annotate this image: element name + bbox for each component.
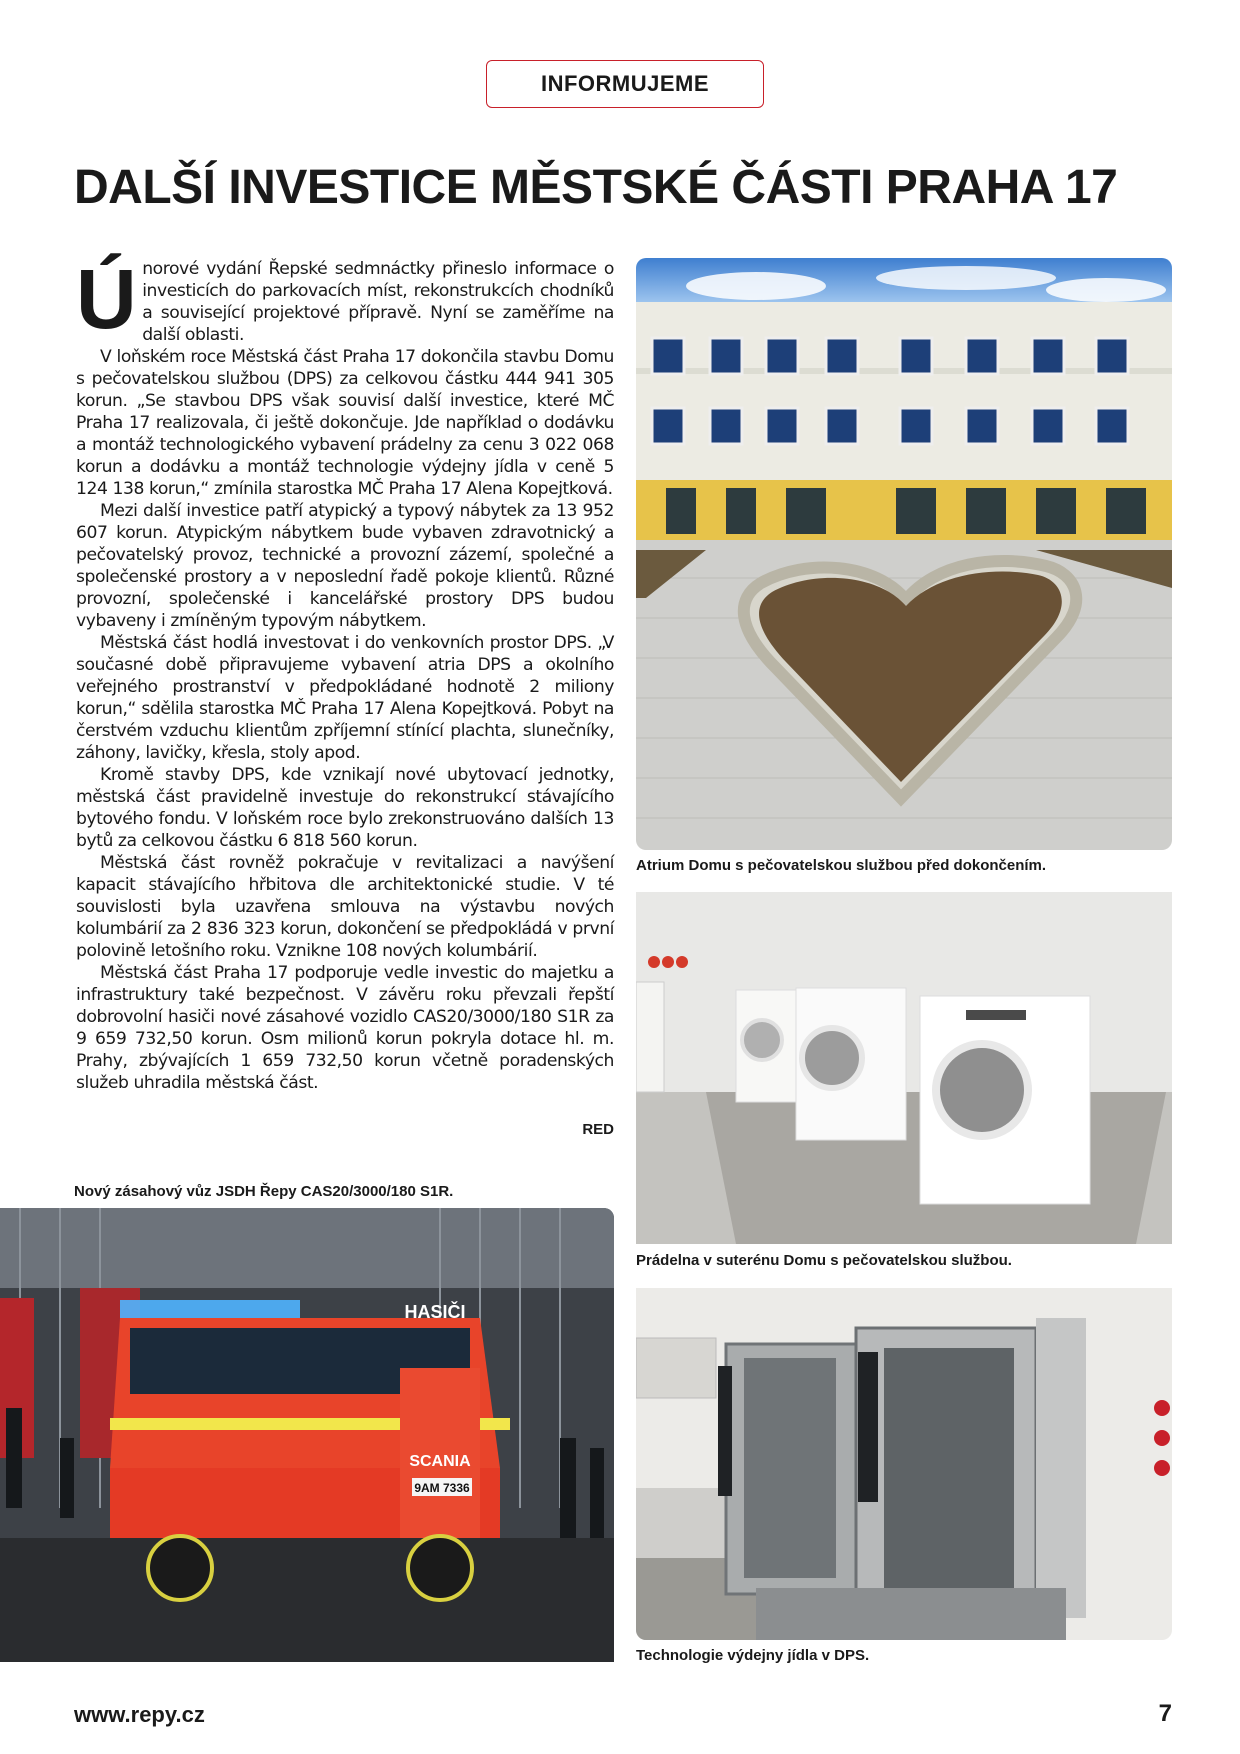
firetruck-photo-caption: Nový zásahový vůz JSDH Řepy CAS20/3000/180 S1R. [74,1183,454,1200]
footer-website: www.repy.cz [74,1702,205,1727]
article-body [76,252,614,1094]
kitchen-photo-caption: Technologie výdejny jídla v DPS. [636,1647,870,1664]
article-paragraph: Městská část Praha 17 podporuje vedle investic do majetku a infrastruktury také bezpečnost. V závěru roku převzali řepští dobrovolní hasiči nové zásahové vozidlo CAS20/3000/180 S1R za 9 659 732,50 korun. Osm milionů korun pokryla dotace hl. m. Prahy, zbývajících 1 659 732,50 korun včetně poradenských služeb uhradila městská část. [76,963,614,1093]
page-title: DALŠÍ INVESTICE MĚSTSKÉ ČÁSTI PRAHA 17 [74,161,1118,214]
article-paragraph: Městská část rovněž pokračuje v revitalizaci a navýšení kapacit stávajícího hřbitova dle architektonické studie. V té souvislosti byla uzavřena smlouva na výstavbu nových kolumbárií za 2 836 323 korun, dokončení se předpokládá v první polovině letošního roku. Vznikne 108 nových kolumbárií. [76,853,614,961]
article-paragraph: Mezi další investice patří atypický a typový nábytek za 13 952 607 korun. Atypickým nábytkem bude vybaven zdravotnický a pečovatelský provoz, technické a provozní zázemí, společné a společenské prostory a v neposlední řadě pokoje klientů. Různé provozní, společenské i kancelářské prostory DPS budou vybaveny i zmíněným typovým nábytkem. [76,501,614,631]
article-paragraph: V loňském roce Městská část Praha 17 dokončila stavbu Domu s pečovatelskou službou (DPS) za celkovou částku 444 941 305 korun. „Se stavbou DPS však souvisí další investice, které MČ Praha 17 realizovala, či ještě dokončuje. Jde například o dodávku a montáž technologického vybavení prádelny za cenu 3 022 068 korun a dodávku a montáž technologie výdejny jídla v ceně 5 124 138 korun,“ zmínila starostka MČ Praha 17 Alena Kopejtková. [76,347,614,499]
truck-license-plate: 9AM 7336 [414,1481,470,1495]
laundry-photo-caption: Prádelna v suterénu Domu s pečovatelskou službou. [636,1252,1012,1269]
article-paragraph: Únorové vydání Řepské sedmnáctky přineslo informace o investicích do parkovacích míst, rekonstrukcích chodníků a související projektové přípravě. Nyní se zaměříme na další oblasti. [76,252,614,346]
drop-cap: Ú [76,252,137,346]
truck-brand-lettering: SCANIA [409,1453,471,1470]
firetruck-photo [0,1208,614,1662]
section-label: INFORMUJEME [486,60,764,108]
truck-lettering: HASIČI [404,1302,466,1322]
article-paragraph: Kromě stavby DPS, kde vznikají nové ubytovací jednotky, městská část pravidelně investuje do rekonstrukcí stávajícího bytového fondu. V loňském roce bylo zrekonstruováno dalších 13 bytů za celkovou částku 6 818 560 korun. [76,765,614,851]
laundry-photo [636,892,1172,1244]
atrium-photo-caption: Atrium Domu s pečovatelskou službou před dokončením. [636,857,1047,874]
kitchen-photo [636,1288,1172,1640]
article-paragraph: Městská část hodlá investovat i do venkovních prostor DPS. „V současné době připravujeme vybavení atria DPS a okolního veřejného prostranství v předpokládané hodnotě 2 miliony korun,“ sdělila starostka MČ Praha 17 Alena Kopejtková. Pobyt na čerstvém vzduchu klientům zpříjemní stínící plachta, slunečníky, záhony, lavičky, křesla, stoly apod. [76,633,614,763]
atrium-photo [636,258,1172,850]
page-number: 7 [1158,1700,1172,1727]
author-signature: RED [582,1121,614,1138]
